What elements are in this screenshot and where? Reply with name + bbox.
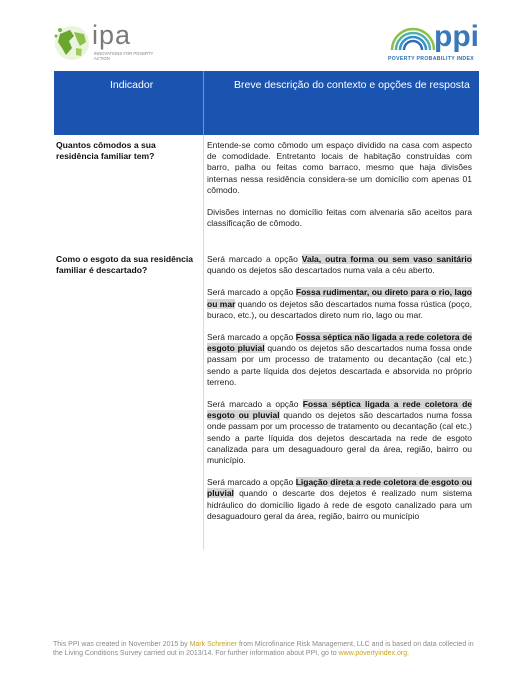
description-rooms [207,140,472,229]
option-paragraph [207,477,472,522]
option-text: quando os dejetos são descartados numa fossa rústica (poço, buraco, etc.), ou descartados direto num rio, lago ou mar. [207,298,472,320]
ipa-wordmark: ipa [92,20,132,50]
author-link[interactable]: Mark Schreiner [189,641,238,648]
option-highlight: Fossa rudimentar, ou direto para o rio, lago ou mar [207,287,472,309]
header-divider [203,71,204,135]
description-sewage [207,254,472,522]
option-highlight: Fossa séptica ligada a rede coletora de esgoto ou pluvial [207,399,473,421]
ipa-tagline: INNOVATIONS FOR POVERTY ACTION [94,51,154,61]
option-paragraph [207,254,472,276]
option-paragraph [207,287,472,321]
option-highlight: Vala, outra forma ou sem vaso sanitário [301,254,472,264]
option-text: quando os dejetos são descartados numa fossa onde passam por um processo de tratamento ou decantação (cal etc.) sendo a parte líquida dos dejetos descartada e absorvida no próprio terreno. [207,343,472,387]
ppi-wordmark: ppi [434,20,479,53]
option-intro: Será marcado a opção [207,399,303,410]
option-intro: Será marcado a opção [207,254,302,264]
column-divider [203,135,204,550]
footer-text: . [407,650,410,658]
column-header-indicator: Indicador [110,79,154,91]
option-intro: Será marcado a opção [207,332,296,343]
indicator-rooms: Quantos cômodos a sua residência familiar tem? [56,140,156,162]
ipa-logo [52,22,152,66]
ppi-logo [388,20,488,64]
option-text: quando os dejetos são descartados numa vala a céu aberto. [207,265,435,276]
website-link[interactable]: www.povertyindex.org [338,650,408,658]
option-paragraph [207,332,472,388]
description-paragraph: Entende-se como cômodo um espaço dividido na casa com aspecto de comodidade. Entretanto locais de habitação construídas com barro, palha ou feitas como barraco, mesmo que haja divisões internas nessa residência considera-se um domicílio com apenas 01 cômodo. [207,140,472,195]
footer-note [53,640,483,659]
option-intro: Será marcado a opção [207,477,296,488]
option-intro: Será marcado a opção [207,287,296,298]
ppi-tagline: POVERTY PROBABILITY INDEX [388,56,474,62]
rainbow-arc-icon [388,20,438,54]
table-header [54,71,479,135]
description-paragraph: Divisões internas no domicílio feitas com alvenaria são aceitos para classificação de cômodo. [207,207,472,229]
indicator-sewage: Como o esgoto da sua residência familiar é descartado? [56,254,194,276]
footer-text: This PPI was created in November 2015 by [53,641,190,648]
option-text: quando o descarte dos dejetos é realizado num sistema hidráulico do domicílio ligado à rede de esgoto canalizado para um desaguadouro geral da área, região, bairro ou município [207,488,472,521]
footer-text: from Microfinance Risk Management, LLC and is based on data collected in the Living Conditions Survey carried out in 2013/14. For further information about PPI, go to [53,641,474,658]
option-text: quando os dejetos são descartados numa fossa onde passam por um processo de tratamento ou decantação (cal etc.) sendo a parte líquida dos dejetos descartada na rede de esgoto canalizada para um desaguadouro geral da área, região, bairro ou município. [207,410,472,466]
option-paragraph [207,399,472,466]
option-highlight: Ligação direta a rede coletora de esgoto ou pluvial [207,477,473,499]
globe-map-icon [52,22,92,64]
option-highlight: Fossa séptica não ligada a rede coletora de esgoto pluvial [207,332,472,354]
column-header-description: Breve descrição do contexto e opções de resposta [234,79,470,91]
